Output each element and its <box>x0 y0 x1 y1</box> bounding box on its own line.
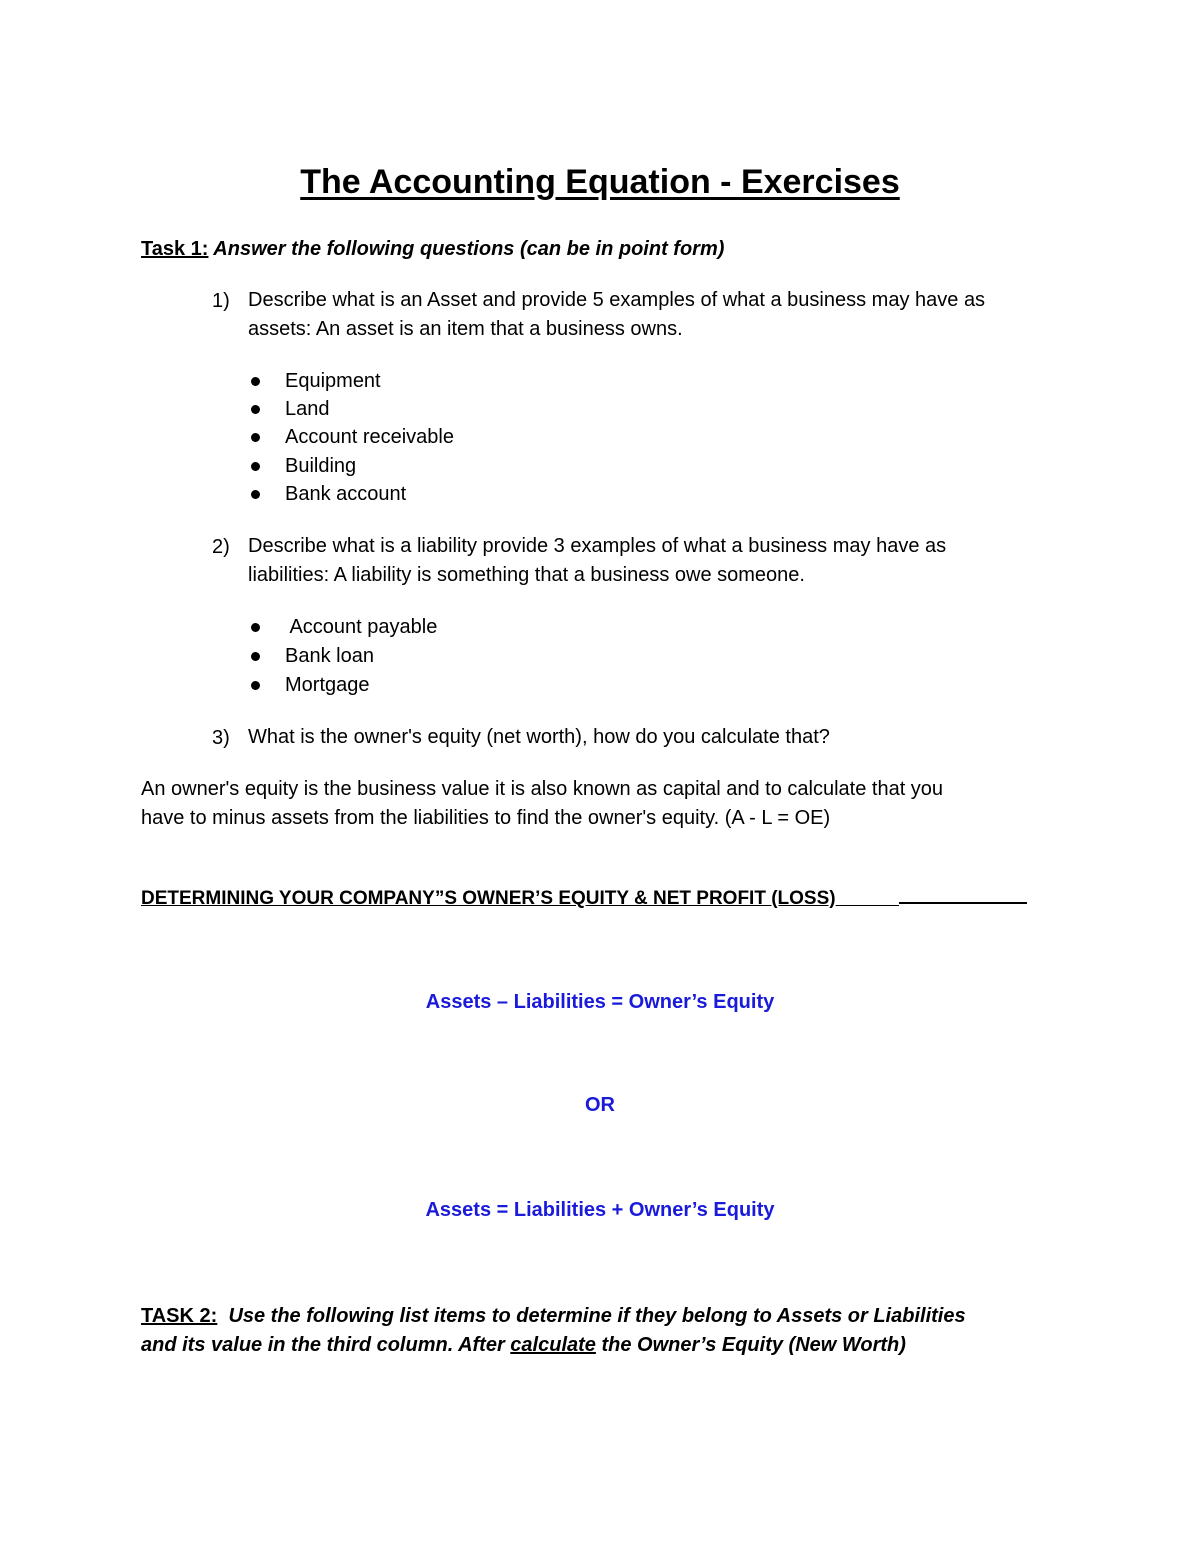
bullet-icon <box>251 652 260 661</box>
task1-instruction: Answer the following questions (can be in point form) <box>213 238 725 260</box>
list-item: Bank account <box>248 480 406 509</box>
answer3-line2: have to minus assets from the liabilities to find the owner's equity. (A - L = OE) <box>141 807 831 829</box>
bullet-icon <box>251 405 260 414</box>
q1-number: 1) <box>212 290 230 312</box>
task2-heading <box>141 1302 966 1360</box>
bullet-icon <box>251 377 260 386</box>
list-item: Account receivable <box>248 423 454 452</box>
q2-line2: liabilities: A liability is something that a business owe someone. <box>248 564 805 586</box>
equation-1: Assets – Liabilities = Owner’s Equity <box>425 991 775 1013</box>
q3-text: What is the owner's equity (net worth), how do you calculate that? <box>248 726 830 748</box>
q1-line1: Describe what is an Asset and provide 5 examples of what a business may have as <box>248 289 986 311</box>
equation-or: OR <box>585 1094 615 1116</box>
list-item: Building <box>248 452 356 481</box>
answer3-paragraph <box>141 775 943 833</box>
task2-label: TASK 2: <box>141 1305 218 1327</box>
task2-line1: TASK 2: Use the following list items to determine if they belong to Assets or Liabilities <box>141 1305 966 1327</box>
q3-number: 3) <box>212 727 230 749</box>
list-item: Land <box>248 395 330 424</box>
section-heading: DETERMINING YOUR COMPANY”S OWNER’S EQUITY & NET PROFIT (LOSS) <box>141 888 1027 910</box>
bullet-icon <box>251 681 260 690</box>
q1-text <box>248 286 985 344</box>
bullet-icon <box>251 623 260 632</box>
q2-line1: Describe what is a liability provide 3 examples of what a business may have as <box>248 535 947 557</box>
q2-number: 2) <box>212 536 230 558</box>
task1-label: Task 1: <box>141 238 209 260</box>
bullet-icon <box>251 433 260 442</box>
task2-line2: and its value in the third column. After calculate the Owner’s Equity (New Worth) <box>141 1334 906 1356</box>
answer3-line1: An owner's equity is the business value it is also known as capital and to calculate that you <box>141 778 944 800</box>
q2-text <box>248 532 946 590</box>
q1-line2: assets: An asset is an item that a business owns. <box>248 318 683 340</box>
list-item: Equipment <box>248 367 381 396</box>
heading-underline-trail <box>899 888 1027 904</box>
list-item: Account payable <box>248 613 437 642</box>
bullet-icon <box>251 462 260 471</box>
task1-heading <box>141 238 724 261</box>
equation-2: Assets = Liabilities + Owner’s Equity <box>425 1199 775 1221</box>
page-title: The Accounting Equation - Exercises <box>300 163 900 201</box>
list-item: Mortgage <box>248 671 370 700</box>
calculate-word: calculate <box>510 1334 596 1356</box>
bullet-icon <box>251 490 260 499</box>
list-item: Bank loan <box>248 642 374 671</box>
